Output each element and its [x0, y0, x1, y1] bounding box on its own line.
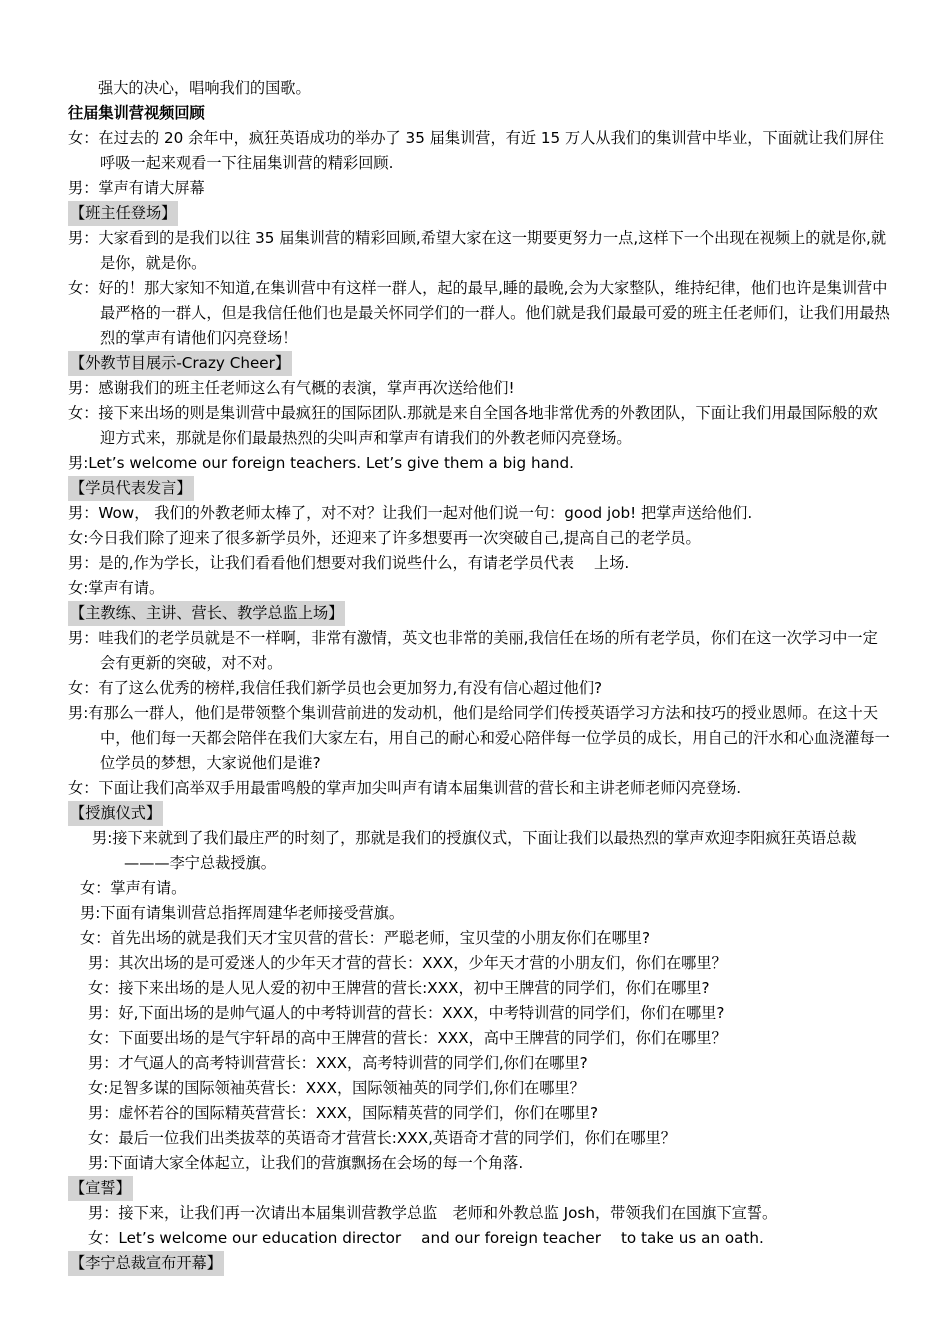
dialogue-line: 女：最后一位我们出类拔萃的英语奇才营营长:XXX,英语奇才营的同学们，你们在哪里？: [88, 1129, 676, 1147]
dialogue-line: 男:下面有请集训营总指挥周建华老师接受营旗。: [80, 904, 405, 922]
section-tag: 【主教练、主讲、营长、教学总监上场】: [68, 601, 345, 626]
dialogue-line: 女：有了这么优秀的榜样,我信任我们新学员也会更加努力,有没有信心超过他们?: [68, 679, 603, 697]
dialogue-line: 男：接下来，让我们再一次请出本届集训营教学总监 老师和外教总监 Josh，带领我们在国旗下宣誓。: [88, 1204, 778, 1222]
section-tag: 【宣誓】: [68, 1176, 133, 1201]
dialogue-line: 男：大家看到的是我们以往 35 届集训营的精彩回顾,希望大家在这一期要更努力一点,这样下一个出现在视频上的就是你,就是你，就是你。: [68, 229, 887, 272]
dialogue-line: 男：掌声有请大屏幕: [68, 179, 205, 197]
dialogue-line: 女：下面让我们高举双手用最雷鸣般的掌声加尖叫声有请本届集训营的营长和主讲老师老师闪亮登场.: [68, 779, 742, 797]
dialogue-line: 男：感谢我们的班主任老师这么有气概的表演，掌声再次送给他们!: [68, 379, 515, 397]
dialogue-line: 女：Let’s welcome our education director and our foreign teacher to take us an oath.: [88, 1229, 764, 1247]
text-line: 强大的决心，唱响我们的国歌。: [98, 79, 311, 97]
dialogue-line: 女：掌声有请。: [80, 879, 187, 897]
dialogue-line: 女:足智多谋的国际领袖英营长：XXX，国际领袖英的同学们,你们在哪里？: [88, 1079, 585, 1097]
dialogue-line: 男：好,下面出场的是帅气逼人的中考特训营的营长：XXX，中考特训营的同学们，你们在哪里?: [88, 1004, 725, 1022]
dialogue-line: 女：接下来出场的则是集训营中最疯狂的国际团队.那就是来自全国各地非常优秀的外教团队，下面让我们用最国际般的欢迎方式来，那就是你们最最热烈的尖叫声和掌声有请我们的外教老师闪亮登场。: [68, 404, 878, 447]
dialogue-line: 男:下面请大家全体起立，让我们的营旗飘扬在会场的每一个角落.: [88, 1154, 524, 1172]
dialogue-line: 男：虚怀若谷的国际精英营营长：XXX，国际精英营的同学们，你们在哪里?: [88, 1104, 599, 1122]
section-tag: 【授旗仪式】: [68, 801, 163, 826]
dialogue-line: 女：下面要出场的是气宇轩昂的高中王牌营的营长：XXX，高中王牌营的同学们，你们在哪里？: [88, 1029, 727, 1047]
section-tag: 【李宁总裁宣布开幕】: [68, 1251, 224, 1276]
dialogue-line: 女:掌声有请。: [68, 579, 165, 597]
dialogue-line: 男：哇我们的老学员就是不一样啊，非常有激情，英文也非常的美丽,我信任在场的所有老学员，你们在这一次学习中一定会有更新的突破，对不对。: [68, 629, 878, 672]
dialogue-line: 女：在过去的 20 余年中，疯狂英语成功的举办了 35 届集训营，有近 15 万人从我们的集训营中毕业，下面就让我们屏住呼吸一起来观看一下往届集训营的精彩回顾.: [68, 129, 884, 172]
dialogue-line: 女：首先出场的就是我们天才宝贝营的营长：严聪老师，宝贝莹的小朋友你们在哪里?: [80, 929, 650, 947]
dialogue-line: 男:接下来就到了我们最庄严的时刻了，那就是我们的授旗仪式，下面让我们以最热烈的掌声欢迎李阳疯狂英语总裁———李宁总裁授旗。: [92, 829, 857, 872]
dialogue-line: 男:有那么一群人，他们是带领整个集训营前进的发动机，他们是给同学们传授英语学习方法和技巧的授业恩师。在这十天中，他们每一天都会陪伴在我们大家左右，用自己的耐心和爱心陪伴每一位学员的成长，用自己的汗水和心血浇灌每一位学员的梦想，大家说他们是谁?: [68, 704, 890, 772]
section-tag: 【学员代表发言】: [68, 476, 194, 501]
section-heading: 往届集训营视频回顾: [68, 104, 205, 122]
dialogue-line: 男：才气逼人的高考特训营营长：XXX，高考特训营的同学们,你们在哪里?: [88, 1054, 588, 1072]
dialogue-line: 女：接下来出场的是人见人爱的初中王牌营的营长:XXX，初中王牌营的同学们，你们在哪里?: [88, 979, 710, 997]
dialogue-line: 男：其次出场的是可爱迷人的少年天才营的营长：XXX，少年天才营的小朋友们，你们在哪里？: [88, 954, 727, 972]
dialogue-line: 男：是的,作为学长，让我们看看他们想要对我们说些什么，有请老学员代表 上场.: [68, 554, 630, 572]
dialogue-line: 男:Let’s welcome our foreign teachers. Let’s give them a big hand.: [68, 454, 575, 472]
dialogue-line: 女:今日我们除了迎来了很多新学员外，还迎来了许多想要再一次突破自己,提高自己的老学员。: [68, 529, 701, 547]
dialogue-line: 男：Wow， 我们的外教老师太棒了，对不对？让我们一起对他们说一句：good job! 把掌声送给他们.: [68, 504, 753, 522]
section-tag: 【班主任登场】: [68, 201, 178, 226]
dialogue-line: 女：好的！那大家知不知道,在集训营中有这样一群人，起的最早,睡的最晚,会为大家整队，维持纪律，他们也许是集训营中最严格的一群人，但是我信任他们也是最关怀同学们的一群人。他们就是我们最最可爱的班主任老师们，让我们用最热烈的掌声有请他们闪亮登场！: [68, 279, 890, 347]
section-tag: 【外教节目展示-Crazy Cheer】: [68, 351, 292, 376]
